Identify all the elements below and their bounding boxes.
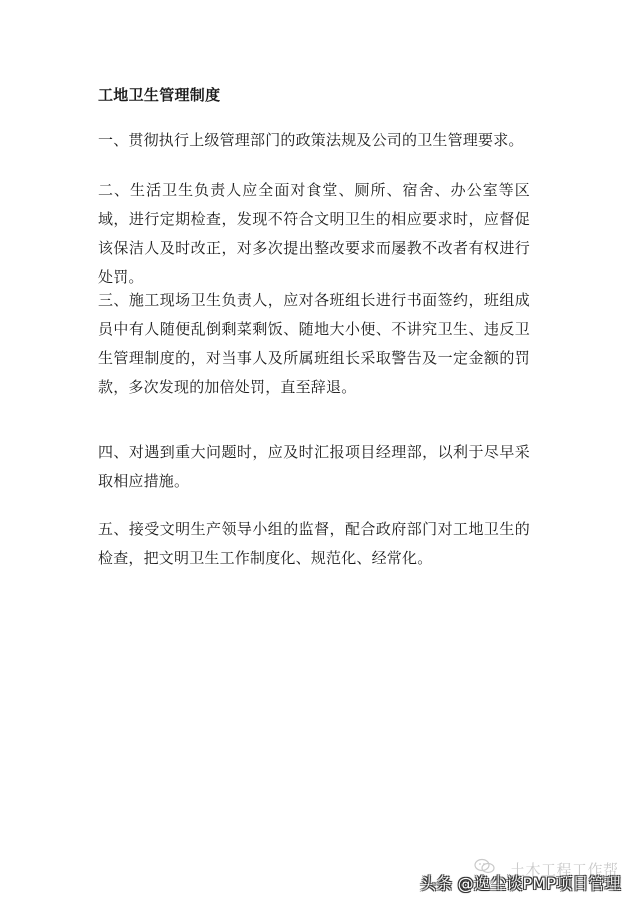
paragraph-2: 二、生活卫生负责人应全面对食堂、厕所、宿舍、办公室等区域，进行定期检查，发现不符合文明卫生的相应要求时，应督促该保洁人及时改正，对多次提出整改要求而屡教不改者有权进行处罚。 [98,181,530,286]
paragraph-5: 五、接受文明生产领导小组的监督，配合政府部门对工地卫生的检查，把文明卫生工作制度化、规范化、经常化。 [98,520,530,567]
paragraph-1: 一、贯彻执行上级管理部门的政策法规及公司的卫生管理要求。 [98,131,524,149]
watermark-text: 头条 @逸尘谈PMP项目管理 [420,874,621,893]
document-title: 工地卫生管理制度 [98,86,221,104]
paragraph-4: 四、对遇到重大问题时，应及时汇报项目经理部，以利于尽早采取相应措施。 [98,443,530,490]
watermark-ghost-text: 土木工程工作帮 [510,861,619,879]
paragraph-3: 三、施工现场卫生负责人，应对各班组长进行书面签约，班组成员中有人随便乱倒剩菜剩饭、随地大小便、不讲究卫生、违反卫生管理制度的，对当事人及所属班组长采取警告及一定金额的罚款，多次发现的加倍处罚，直至辞退。 [98,291,530,396]
